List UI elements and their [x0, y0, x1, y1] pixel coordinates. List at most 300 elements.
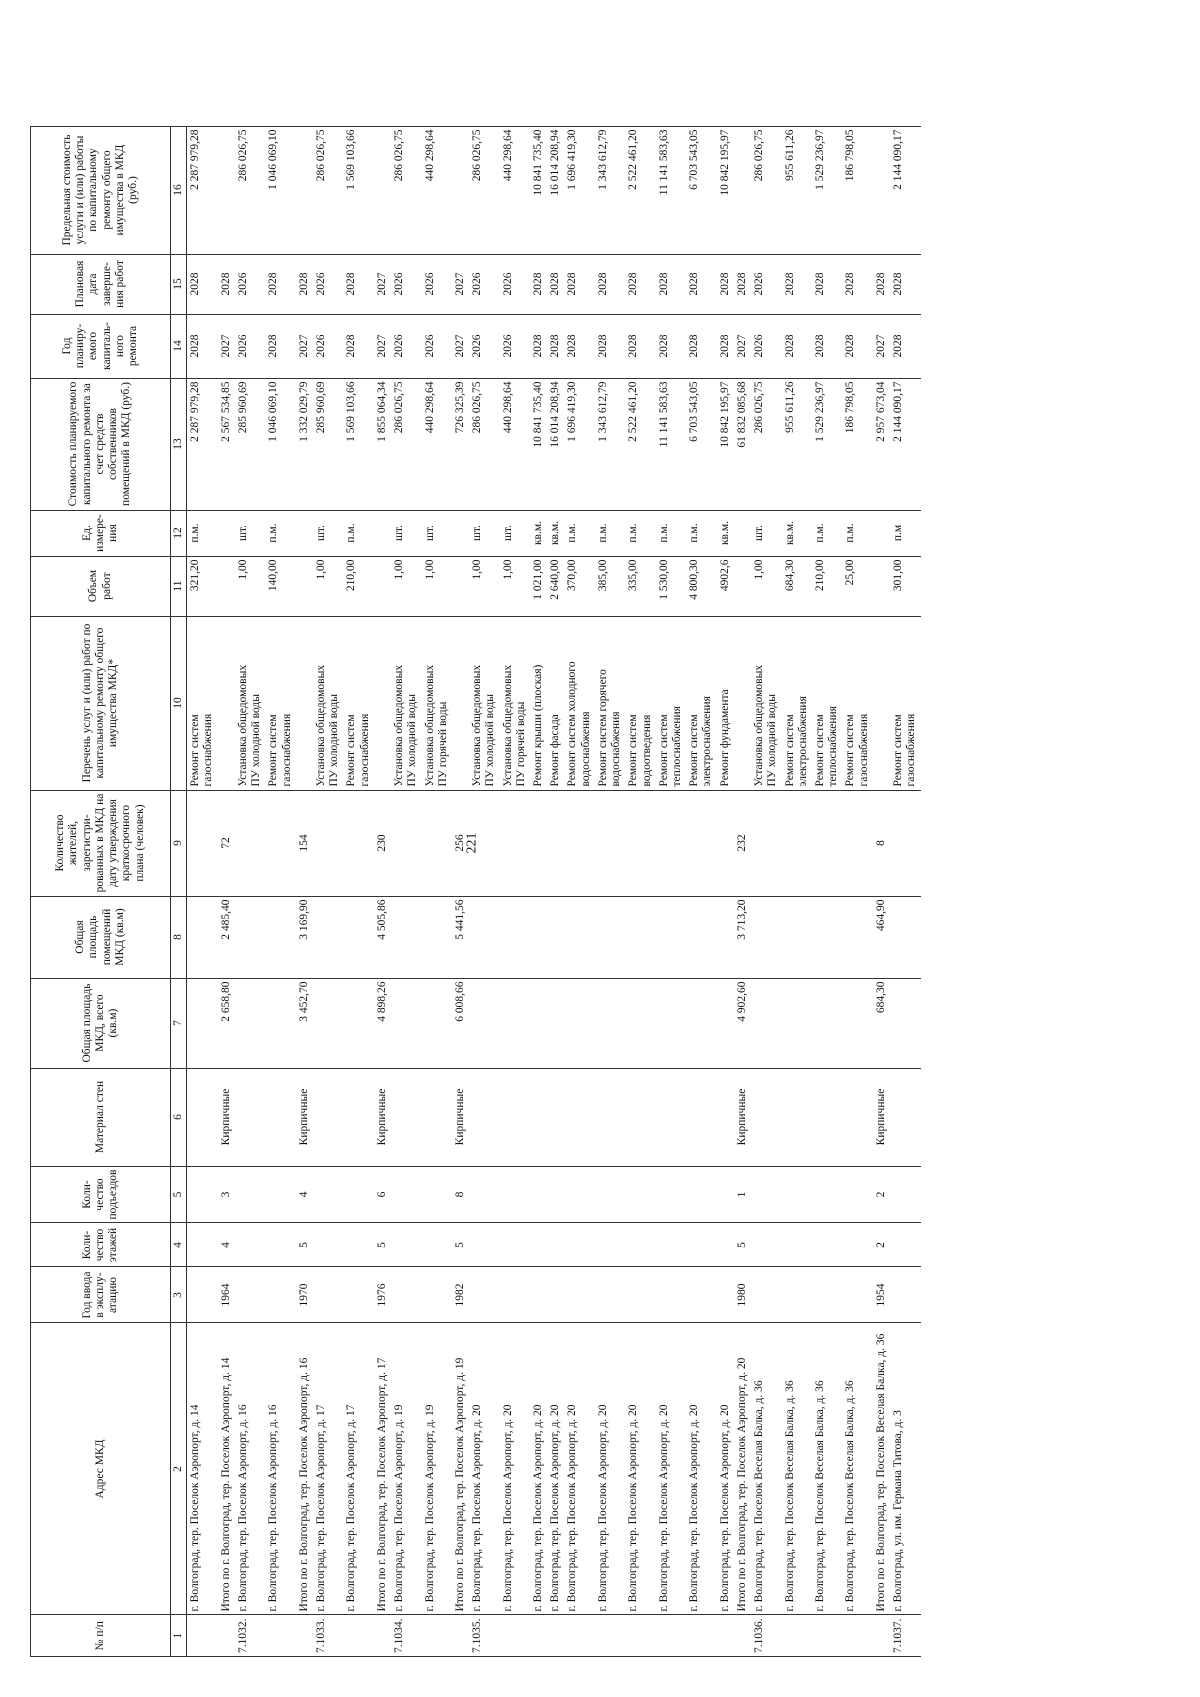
residents-cell — [595, 790, 625, 896]
year-built-cell — [187, 1267, 218, 1323]
premises-area-cell — [422, 896, 452, 978]
max-cost-cell — [734, 126, 751, 254]
residents-cell — [235, 790, 265, 896]
repair-year-cell: 2027 — [218, 314, 235, 378]
premises-area-cell: 2 485,40 — [218, 896, 235, 978]
floors-cell: 5 — [296, 1223, 313, 1267]
premises-area-cell — [530, 896, 547, 978]
column-number: 11 — [171, 556, 187, 616]
table-row — [422, 126, 452, 1656]
repair-year-cell: 2027 — [452, 314, 469, 378]
repair-year-cell: 2026 — [313, 314, 343, 378]
repair-year-cell: 2028 — [265, 314, 295, 378]
table-row — [782, 126, 812, 1656]
year-built-cell — [751, 1267, 781, 1323]
work-type-cell: Ремонт систем холодного водоснабжения — [564, 616, 594, 790]
table-row — [187, 126, 218, 1656]
planned-cost-cell: 1 332 029,79 — [296, 378, 313, 510]
premises-area-cell — [187, 896, 218, 978]
row-number-cell — [656, 1615, 686, 1657]
repair-year-cell: 2028 — [187, 314, 218, 378]
header-cell: № п/п — [31, 1615, 171, 1657]
planned-cost-cell: 61 832 085,68 — [734, 378, 751, 510]
work-volume-cell: 210,00 — [343, 556, 373, 616]
completion-date-cell: 2028 — [812, 254, 842, 314]
premises-area-cell — [265, 896, 295, 978]
header-cell: Предельная стоимость услуги и (или) работы по капитальному ремонту общего имущества в МКД (руб.) — [31, 126, 171, 254]
address-cell: Итого по г. Волгоград, тер. Поселок Аэропорт, д. 17 — [374, 1323, 391, 1615]
max-cost-cell: 1 569 103,66 — [343, 126, 373, 254]
header-cell: Материал стен — [31, 1068, 171, 1166]
column-number: 2 — [171, 1323, 187, 1615]
entrances-cell — [717, 1166, 734, 1223]
address-cell: г. Волгоград, тер. Поселок Веселая Балка, д. 36 — [782, 1323, 812, 1615]
completion-date-cell: 2028 — [873, 254, 890, 314]
planned-cost-cell: 1 696 419,30 — [564, 378, 594, 510]
residents-cell: 230 — [374, 790, 391, 896]
year-built-cell — [530, 1267, 547, 1323]
max-cost-cell: 1 696 419,30 — [564, 126, 594, 254]
entrances-cell: 6 — [374, 1166, 391, 1223]
unit-cell: п.м. — [595, 510, 625, 556]
total-area-cell — [812, 978, 842, 1068]
premises-area-cell: 4 505,86 — [374, 896, 391, 978]
work-volume-cell: 1,00 — [500, 556, 530, 616]
year-built-cell — [265, 1267, 295, 1323]
table-row — [890, 126, 920, 1656]
premises-area-cell: 3 713,20 — [734, 896, 751, 978]
row-number-cell — [717, 1615, 734, 1657]
year-built-cell — [469, 1267, 499, 1323]
work-type-cell: Ремонт систем газоснабжения — [187, 616, 218, 790]
repair-year-cell: 2027 — [734, 314, 751, 378]
unit-cell: п.м. — [656, 510, 686, 556]
floors-cell — [391, 1223, 421, 1267]
wall-material-cell — [313, 1068, 343, 1166]
address-cell: г. Волгоград, тер. Поселок Аэропорт, д. 16 — [235, 1323, 265, 1615]
completion-date-cell: 2028 — [717, 254, 734, 314]
row-number-cell — [686, 1615, 716, 1657]
entrances-cell — [782, 1166, 812, 1223]
repair-year-cell: 2028 — [625, 314, 655, 378]
entrances-cell — [530, 1166, 547, 1223]
address-cell: г. Волгоград, тер. Поселок Аэропорт, д. 20 — [547, 1323, 564, 1615]
planned-cost-cell: 286 026,75 — [469, 378, 499, 510]
wall-material-cell — [686, 1068, 716, 1166]
address-cell: г. Волгоград, ул. им. Германа Титова, д. 3 — [890, 1323, 920, 1615]
entrances-cell — [391, 1166, 421, 1223]
work-type-cell: Ремонт систем электроснабжения — [782, 616, 812, 790]
unit-cell: шт. — [422, 510, 452, 556]
repair-year-cell: 2028 — [656, 314, 686, 378]
repair-year-cell: 2026 — [235, 314, 265, 378]
work-volume-cell: 1,00 — [751, 556, 781, 616]
year-built-cell: 1954 — [873, 1267, 890, 1323]
header-cell: Плановая дата заверше-ния работ — [31, 254, 171, 314]
work-volume-cell — [452, 556, 469, 616]
column-number: 1 — [171, 1615, 187, 1657]
work-type-cell: Ремонт систем водоотведения — [625, 616, 655, 790]
row-number-cell: 7.1034. — [391, 1615, 421, 1657]
column-number: 12 — [171, 510, 187, 556]
work-volume-cell — [296, 556, 313, 616]
premises-area-cell: 3 169,90 — [296, 896, 313, 978]
floors-cell — [547, 1223, 564, 1267]
work-volume-cell: 370,00 — [564, 556, 594, 616]
completion-date-cell: 2028 — [265, 254, 295, 314]
year-built-cell: 1964 — [218, 1267, 235, 1323]
address-cell: г. Волгоград, тер. Поселок Веселая Балка, д. 36 — [751, 1323, 781, 1615]
floors-cell — [842, 1223, 872, 1267]
wall-material-cell — [625, 1068, 655, 1166]
floors-cell — [782, 1223, 812, 1267]
work-type-cell: Ремонт фундамента — [717, 616, 734, 790]
entrances-cell — [625, 1166, 655, 1223]
address-cell: г. Волгоград, тер. Поселок Аэропорт, д. 14 — [187, 1323, 218, 1615]
address-cell: Итого по г. Волгоград, тер. Поселок Веселая Балка, д. 36 — [873, 1323, 890, 1615]
row-number-cell — [595, 1615, 625, 1657]
year-built-cell — [564, 1267, 594, 1323]
row-number-cell: 7.1036. — [751, 1615, 781, 1657]
work-volume-cell — [374, 556, 391, 616]
completion-date-cell: 2028 — [595, 254, 625, 314]
wall-material-cell — [751, 1068, 781, 1166]
residents-cell — [751, 790, 781, 896]
premises-area-cell — [625, 896, 655, 978]
unit-cell: п.м. — [625, 510, 655, 556]
unit-cell: п.м. — [812, 510, 842, 556]
wall-material-cell: Кирпичные — [734, 1068, 751, 1166]
floors-cell — [717, 1223, 734, 1267]
residents-cell — [391, 790, 421, 896]
total-area-cell — [391, 978, 421, 1068]
max-cost-cell: 440 298,64 — [422, 126, 452, 254]
address-cell: Итого по г. Волгоград, тер. Поселок Аэропорт, д. 14 — [218, 1323, 235, 1615]
year-built-cell — [890, 1267, 920, 1323]
floors-cell — [235, 1223, 265, 1267]
floors-cell — [265, 1223, 295, 1267]
max-cost-cell: 286 026,75 — [751, 126, 781, 254]
completion-date-cell: 2028 — [343, 254, 373, 314]
floors-cell — [812, 1223, 842, 1267]
total-area-cell — [500, 978, 530, 1068]
total-area-cell — [842, 978, 872, 1068]
max-cost-cell: 286 026,75 — [391, 126, 421, 254]
total-area-cell — [313, 978, 343, 1068]
column-number: 15 — [171, 254, 187, 314]
wall-material-cell — [530, 1068, 547, 1166]
premises-area-cell — [469, 896, 499, 978]
repair-year-cell: 2028 — [782, 314, 812, 378]
table-row — [625, 126, 655, 1656]
premises-area-cell — [842, 896, 872, 978]
planned-cost-cell: 2 522 461,20 — [625, 378, 655, 510]
work-volume-cell: 140,00 — [265, 556, 295, 616]
wall-material-cell: Кирпичные — [374, 1068, 391, 1166]
table-row — [873, 126, 890, 1656]
planned-cost-cell: 2 957 673,04 — [873, 378, 890, 510]
unit-cell — [374, 510, 391, 556]
premises-area-cell — [782, 896, 812, 978]
total-area-cell: 684,30 — [873, 978, 890, 1068]
repair-year-cell: 2028 — [812, 314, 842, 378]
table-row — [530, 126, 547, 1656]
floors-cell — [890, 1223, 920, 1267]
work-type-cell: Ремонт систем газоснабжения — [343, 616, 373, 790]
year-built-cell — [391, 1267, 421, 1323]
entrances-cell: 3 — [218, 1166, 235, 1223]
max-cost-cell — [374, 126, 391, 254]
max-cost-cell: 2 144 090,17 — [890, 126, 920, 254]
completion-date-cell: 2028 — [564, 254, 594, 314]
table-row — [374, 126, 391, 1656]
planned-cost-cell: 2 144 090,17 — [890, 378, 920, 510]
total-area-cell — [686, 978, 716, 1068]
unit-cell: кв.м. — [530, 510, 547, 556]
wall-material-cell — [500, 1068, 530, 1166]
work-type-cell: Ремонт систем теплоснабжения — [656, 616, 686, 790]
completion-date-cell: 2028 — [686, 254, 716, 314]
residents-cell: 8 — [873, 790, 890, 896]
total-area-cell: 3 452,70 — [296, 978, 313, 1068]
wall-material-cell — [782, 1068, 812, 1166]
completion-date-cell: 2028 — [890, 254, 920, 314]
header-cell: Ед. измере-ния — [31, 510, 171, 556]
address-cell: г. Волгоград, тер. Поселок Веселая Балка, д. 36 — [842, 1323, 872, 1615]
residents-cell — [717, 790, 734, 896]
planned-cost-cell: 11 141 583,63 — [656, 378, 686, 510]
premises-area-cell — [547, 896, 564, 978]
completion-date-cell: 2026 — [469, 254, 499, 314]
entrances-cell — [812, 1166, 842, 1223]
work-type-cell — [734, 616, 751, 790]
header-cell: Перечень услуг и (или) работ по капитальному ремонту общего имущества МКД* — [31, 616, 171, 790]
planned-cost-cell: 1 569 103,66 — [343, 378, 373, 510]
work-type-cell: Установка общедомовых ПУ холодной воды — [751, 616, 781, 790]
address-cell: Итого по г. Волгоград, тер. Поселок Аэропорт, д. 20 — [734, 1323, 751, 1615]
max-cost-cell: 1 046 069,10 — [265, 126, 295, 254]
residents-cell — [890, 790, 920, 896]
floors-cell: 4 — [218, 1223, 235, 1267]
completion-date-cell: 2026 — [313, 254, 343, 314]
unit-cell — [218, 510, 235, 556]
planned-cost-cell: 285 960,69 — [313, 378, 343, 510]
work-type-cell: Ремонт фасада — [547, 616, 564, 790]
max-cost-cell — [296, 126, 313, 254]
row-number-cell: 7.1032. — [235, 1615, 265, 1657]
unit-cell: шт. — [500, 510, 530, 556]
work-type-cell: Ремонт систем газоснабжения — [265, 616, 295, 790]
entrances-cell — [547, 1166, 564, 1223]
work-type-cell — [452, 616, 469, 790]
planned-cost-cell: 10 842 195,97 — [717, 378, 734, 510]
planned-cost-cell: 285 960,69 — [235, 378, 265, 510]
work-type-cell: Установка общедомовых ПУ холодной воды — [391, 616, 421, 790]
total-area-cell — [656, 978, 686, 1068]
work-volume-cell: 684,30 — [782, 556, 812, 616]
premises-area-cell — [717, 896, 734, 978]
max-cost-cell — [873, 126, 890, 254]
row-number-cell — [547, 1615, 564, 1657]
work-type-cell: Ремонт систем газоснабжения — [842, 616, 872, 790]
max-cost-cell: 11 141 583,63 — [656, 126, 686, 254]
address-cell: г. Волгоград, тер. Поселок Аэропорт, д. 20 — [717, 1323, 734, 1615]
year-built-cell — [343, 1267, 373, 1323]
table-row — [218, 126, 235, 1656]
entrances-cell — [842, 1166, 872, 1223]
year-built-cell: 1970 — [296, 1267, 313, 1323]
unit-cell: п.м. — [265, 510, 295, 556]
floors-cell — [751, 1223, 781, 1267]
unit-cell: шт. — [751, 510, 781, 556]
address-cell: г. Волгоград, тер. Поселок Аэропорт, д. 20 — [656, 1323, 686, 1615]
residents-cell — [187, 790, 218, 896]
wall-material-cell — [595, 1068, 625, 1166]
total-area-cell — [469, 978, 499, 1068]
year-built-cell — [842, 1267, 872, 1323]
max-cost-cell: 286 026,75 — [235, 126, 265, 254]
completion-date-cell: 2028 — [656, 254, 686, 314]
table-row — [751, 126, 781, 1656]
planned-cost-cell: 1 343 612,79 — [595, 378, 625, 510]
work-volume-cell: 210,00 — [812, 556, 842, 616]
work-volume-cell — [873, 556, 890, 616]
wall-material-cell — [187, 1068, 218, 1166]
header-cell: Общая площадь МКД, всего (кв.м) — [31, 978, 171, 1068]
completion-date-cell: 2027 — [452, 254, 469, 314]
header-cell: Год планиру-емого капиталь-ного ремонта — [31, 314, 171, 378]
residents-cell — [265, 790, 295, 896]
floors-cell — [686, 1223, 716, 1267]
address-cell: г. Волгоград, тер. Поселок Аэропорт, д. 17 — [313, 1323, 343, 1615]
repair-year-cell: 2027 — [296, 314, 313, 378]
residents-cell — [530, 790, 547, 896]
entrances-cell — [343, 1166, 373, 1223]
work-type-cell: Установка общедомовых ПУ холодной воды — [469, 616, 499, 790]
work-type-cell — [218, 616, 235, 790]
completion-date-cell: 2028 — [842, 254, 872, 314]
max-cost-cell: 10 842 195,97 — [717, 126, 734, 254]
residents-cell — [564, 790, 594, 896]
year-built-cell: 1982 — [452, 1267, 469, 1323]
wall-material-cell — [890, 1068, 920, 1166]
completion-date-cell: 2028 — [547, 254, 564, 314]
year-built-cell — [782, 1267, 812, 1323]
max-cost-cell: 2 287 979,28 — [187, 126, 218, 254]
total-area-cell — [625, 978, 655, 1068]
row-number-cell — [782, 1615, 812, 1657]
entrances-cell — [595, 1166, 625, 1223]
table-row — [500, 126, 530, 1656]
row-number-cell — [842, 1615, 872, 1657]
work-volume-cell: 1 530,00 — [656, 556, 686, 616]
floors-cell — [187, 1223, 218, 1267]
work-type-cell: Установка общедомовых ПУ холодной воды — [313, 616, 343, 790]
address-cell: г. Волгоград, тер. Поселок Аэропорт, д. 17 — [343, 1323, 373, 1615]
table-body — [187, 126, 921, 1656]
year-built-cell: 1976 — [374, 1267, 391, 1323]
wall-material-cell — [717, 1068, 734, 1166]
table-row — [452, 126, 469, 1656]
work-volume-cell: 321,20 — [187, 556, 218, 616]
work-type-cell: Ремонт крыши (плоская) — [530, 616, 547, 790]
entrances-cell: 2 — [873, 1166, 890, 1223]
premises-area-cell — [686, 896, 716, 978]
row-number-cell — [452, 1615, 469, 1657]
completion-date-cell: 2027 — [374, 254, 391, 314]
column-number: 10 — [171, 616, 187, 790]
premises-area-cell — [343, 896, 373, 978]
wall-material-cell — [656, 1068, 686, 1166]
unit-cell: п.м. — [564, 510, 594, 556]
wall-material-cell: Кирпичные — [218, 1068, 235, 1166]
completion-date-cell: 2026 — [235, 254, 265, 314]
residents-cell: 256 — [452, 790, 469, 896]
floors-cell — [625, 1223, 655, 1267]
planned-cost-cell: 286 026,75 — [391, 378, 421, 510]
work-volume-cell: 1,00 — [422, 556, 452, 616]
completion-date-cell: 2028 — [530, 254, 547, 314]
premises-area-cell — [751, 896, 781, 978]
year-built-cell — [235, 1267, 265, 1323]
row-number-cell — [187, 1615, 218, 1657]
floors-cell — [500, 1223, 530, 1267]
year-built-cell — [686, 1267, 716, 1323]
work-type-cell: Ремонт систем электроснабжения — [686, 616, 716, 790]
repair-year-cell: 2028 — [564, 314, 594, 378]
repair-year-cell: 2028 — [530, 314, 547, 378]
capital-repair-table — [30, 126, 921, 1657]
total-area-cell — [782, 978, 812, 1068]
header-cell: Общая площадь помещений МКД (кв.м) — [31, 896, 171, 978]
residents-cell — [547, 790, 564, 896]
header-cell: Количество жителей, зарегистри-рованных в МКД на дату утверждения краткосрочного плана (человек) — [31, 790, 171, 896]
column-number: 14 — [171, 314, 187, 378]
max-cost-cell — [452, 126, 469, 254]
unit-cell: шт. — [391, 510, 421, 556]
work-volume-cell: 1 021,00 — [530, 556, 547, 616]
premises-area-cell: 464,90 — [873, 896, 890, 978]
unit-cell — [296, 510, 313, 556]
entrances-cell — [656, 1166, 686, 1223]
column-number: 16 — [171, 126, 187, 254]
premises-area-cell — [812, 896, 842, 978]
work-volume-cell — [218, 556, 235, 616]
column-number: 3 — [171, 1267, 187, 1323]
repair-year-cell: 2026 — [500, 314, 530, 378]
total-area-cell — [890, 978, 920, 1068]
work-volume-cell — [734, 556, 751, 616]
floors-cell — [595, 1223, 625, 1267]
floors-cell — [530, 1223, 547, 1267]
table-row — [469, 126, 499, 1656]
entrances-cell — [265, 1166, 295, 1223]
table-row — [547, 126, 564, 1656]
max-cost-cell: 10 841 735,40 — [530, 126, 547, 254]
table-row — [265, 126, 295, 1656]
floors-cell — [422, 1223, 452, 1267]
year-built-cell — [422, 1267, 452, 1323]
wall-material-cell — [422, 1068, 452, 1166]
work-type-cell: Ремонт систем теплоснабжения — [812, 616, 842, 790]
entrances-cell — [235, 1166, 265, 1223]
row-number-cell — [218, 1615, 235, 1657]
address-cell: г. Волгоград, тер. Поселок Веселая Балка, д. 36 — [812, 1323, 842, 1615]
entrances-cell — [422, 1166, 452, 1223]
work-type-cell: Установка общедомовых ПУ холодной воды — [235, 616, 265, 790]
total-area-cell: 6 008,66 — [452, 978, 469, 1068]
year-built-cell — [625, 1267, 655, 1323]
